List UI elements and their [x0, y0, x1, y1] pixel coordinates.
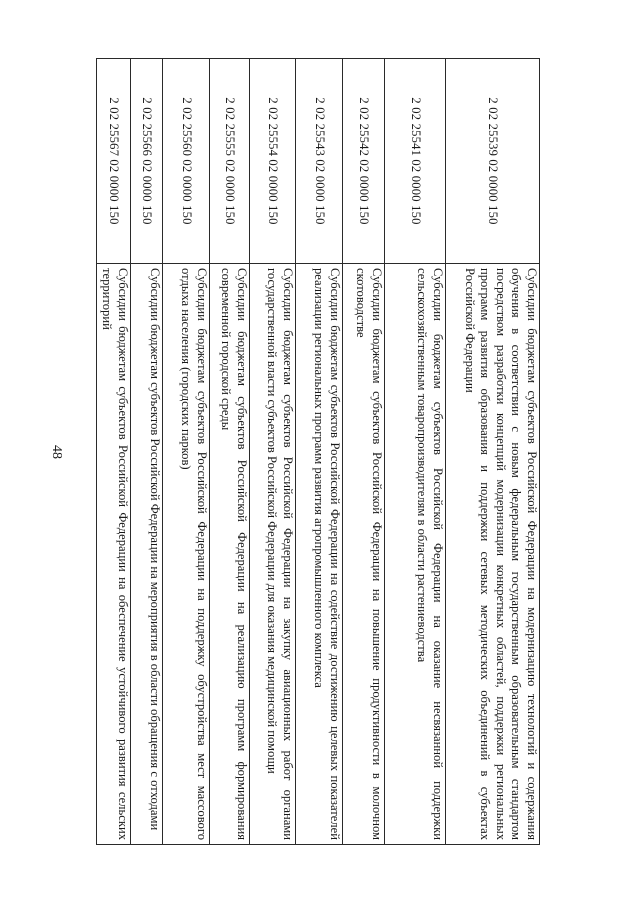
description-cell: Субсидии бюджетам субъектов Российской Федерации на повышение продуктивности в молочном скотоводстве: [343, 264, 385, 845]
budget-code-cell: 2 02 25554 02 0000 150: [250, 59, 296, 264]
description-cell: Субсидии бюджетам субъектов Российской Федерации на оказание несвязанной поддержки сельскохозяйственным товаропроизводителям в области растениеводства: [385, 264, 446, 845]
description-cell: Субсидии бюджетам субъектов Российской Федерации на закупку авиационных работ органами государственной власти субъектов Российской Федерации для оказания медицинской помощи: [250, 264, 296, 845]
budget-code-cell: 2 02 25542 02 0000 150: [343, 59, 385, 264]
table-row: [163, 59, 210, 845]
budget-codes-table: [96, 58, 540, 845]
budget-code-cell: 2 02 25539 02 0000 150: [446, 59, 540, 264]
description-cell: Субсидии бюджетам субъектов Российской Федерации на содействие достижению целевых показателей реализации региональных программ развития агропромышленного комплекса: [296, 264, 343, 845]
description-cell: Субсидии бюджетам субъектов Российской Федерации на обеспечение устойчивого развития сельских территорий: [97, 264, 131, 845]
budget-code-cell: 2 02 25543 02 0000 150: [296, 59, 343, 264]
table-row: [210, 59, 250, 845]
table-row: [385, 59, 446, 845]
table-row: [343, 59, 385, 845]
table-row: [446, 59, 540, 845]
budget-code-cell: 2 02 25560 02 0000 150: [163, 59, 210, 264]
description-cell: Субсидии бюджетам субъектов Российской Федерации на модернизацию технологий и содержания обучения в соответствии с новым федеральным государственным образовательным стандартом посредством разработки концепций модернизации конкретных областей, поддержки региональных программ развития образования и поддержки сетевых методических объединений в субъектах Российской Федерации: [446, 264, 540, 845]
rotated-table-container: [97, 58, 540, 845]
budget-code-cell: 2 02 25566 02 0000 150: [131, 59, 163, 264]
table-row: [131, 59, 163, 845]
description-cell: Субсидии бюджетам субъектов Российской Федерации на мероприятия в области обращения с отходами: [131, 264, 163, 845]
page-number: 48: [49, 445, 64, 459]
budget-code-cell: 2 02 25541 02 0000 150: [385, 59, 446, 264]
description-cell: Субсидии бюджетам субъектов Российской Федерации на поддержку обустройства мест массового отдыха населения (городских парков): [163, 264, 210, 845]
table-row: [250, 59, 296, 845]
table-row: [296, 59, 343, 845]
table-row: [97, 59, 131, 845]
budget-code-cell: 2 02 25555 02 0000 150: [210, 59, 250, 264]
description-cell: Субсидии бюджетам субъектов Российской Федерации на реализацию программ формирования современной городской среды: [210, 264, 250, 845]
budget-code-cell: 2 02 25567 02 0000 150: [97, 59, 131, 264]
